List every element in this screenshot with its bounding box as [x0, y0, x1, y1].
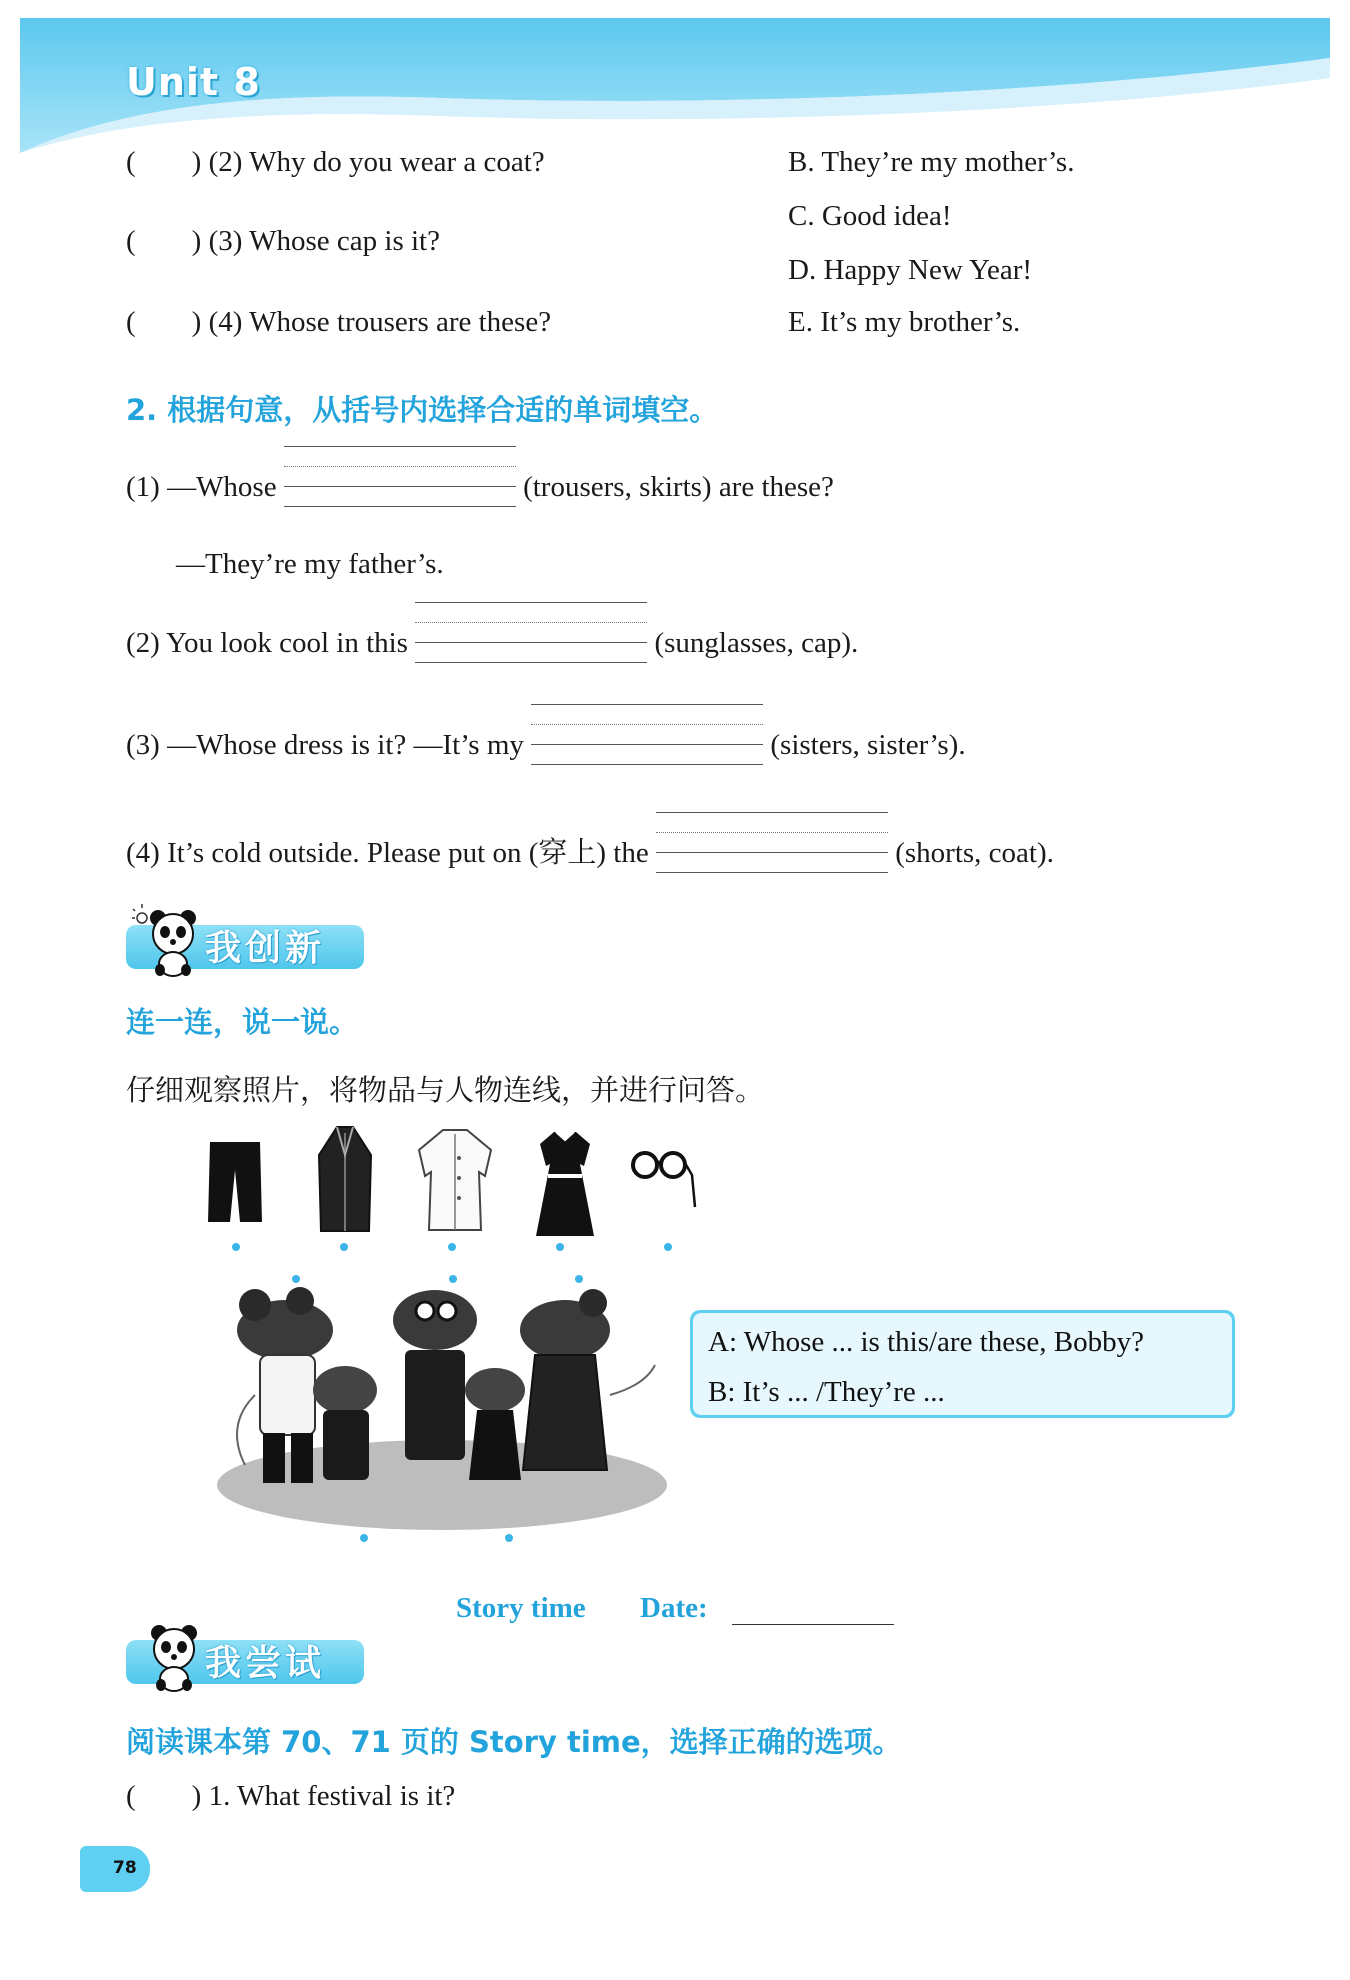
glasses-icon — [630, 1145, 700, 1215]
match-dot-person-5[interactable] — [505, 1534, 513, 1542]
create-instruction: 仔细观察照片，将物品与人物连线，并进行问答。 — [126, 1073, 765, 1107]
answer-blank-3[interactable] — [531, 728, 763, 764]
mouse-family-illustration — [215, 1275, 670, 1535]
trousers-icon — [205, 1140, 265, 1225]
story-question-1: ( ) 1. What festival is it? — [126, 1780, 456, 1812]
page-number: 78 — [113, 1858, 137, 1878]
story-title: 阅读课本第 70、71 页的 Story time，选择正确的选项。 — [126, 1725, 902, 1759]
fill-question-2: (2) You look cool in this (sunglasses, cap). — [126, 626, 858, 662]
answer-c: C. Good idea! — [788, 200, 952, 232]
panda-icon — [130, 900, 210, 980]
create-title: 连一连，说一说。 — [126, 1005, 359, 1039]
match-dot-shirt[interactable] — [448, 1243, 456, 1251]
match-question-4: ( ) (4) Whose trousers are these? — [126, 306, 552, 338]
coat-icon — [315, 1125, 375, 1235]
match-dot-person-3[interactable] — [575, 1275, 583, 1283]
dialog-a: A: Whose ... is this/are these, Bobby? — [708, 1326, 1145, 1358]
story-time-label: Story time — [456, 1592, 586, 1624]
answer-d: D. Happy New Year! — [788, 254, 1033, 286]
story-date-label: Date: — [640, 1592, 708, 1624]
fill-question-3: (3) —Whose dress is it? —It’s my (sisters, sister’s). — [126, 728, 966, 764]
answer-blank-1[interactable] — [284, 470, 516, 506]
answer-e: E. It’s my brother’s. — [788, 306, 1021, 338]
try-badge-text: 我尝试 — [205, 1643, 326, 1684]
match-dot-trousers[interactable] — [232, 1243, 240, 1251]
match-dot-glasses[interactable] — [664, 1243, 672, 1251]
create-badge-text: 我创新 — [205, 928, 326, 969]
unit-title: Unit 8 — [126, 60, 261, 104]
match-question-2: ( ) (2) Why do you wear a coat? — [126, 146, 545, 178]
match-dot-person-4[interactable] — [360, 1534, 368, 1542]
answer-blank-2[interactable] — [415, 626, 647, 662]
match-dot-coat[interactable] — [340, 1243, 348, 1251]
dress-icon — [530, 1130, 600, 1238]
answer-b: B. They’re my mother’s. — [788, 146, 1075, 178]
panda-icon — [135, 1615, 215, 1695]
match-dot-person-1[interactable] — [292, 1275, 300, 1283]
match-dot-dress[interactable] — [556, 1243, 564, 1251]
match-question-3: ( ) (3) Whose cap is it? — [126, 225, 440, 257]
section2-title: 2. 根据句意，从括号内选择合适的单词填空。 — [126, 393, 719, 427]
shirt-icon — [415, 1128, 495, 1233]
fill-question-1-reply: —They’re my father’s. — [176, 548, 444, 580]
match-dot-person-2[interactable] — [449, 1275, 457, 1283]
fill-question-1: (1) —Whose (trousers, skirts) are these? — [126, 470, 834, 506]
answer-blank-4[interactable] — [656, 836, 888, 872]
dialog-b: B: It’s ... /They’re ... — [708, 1376, 945, 1408]
date-blank[interactable] — [732, 1624, 894, 1625]
fill-question-4: (4) It’s cold outside. Please put on (穿上) the (shorts, coat). — [126, 830, 1054, 872]
